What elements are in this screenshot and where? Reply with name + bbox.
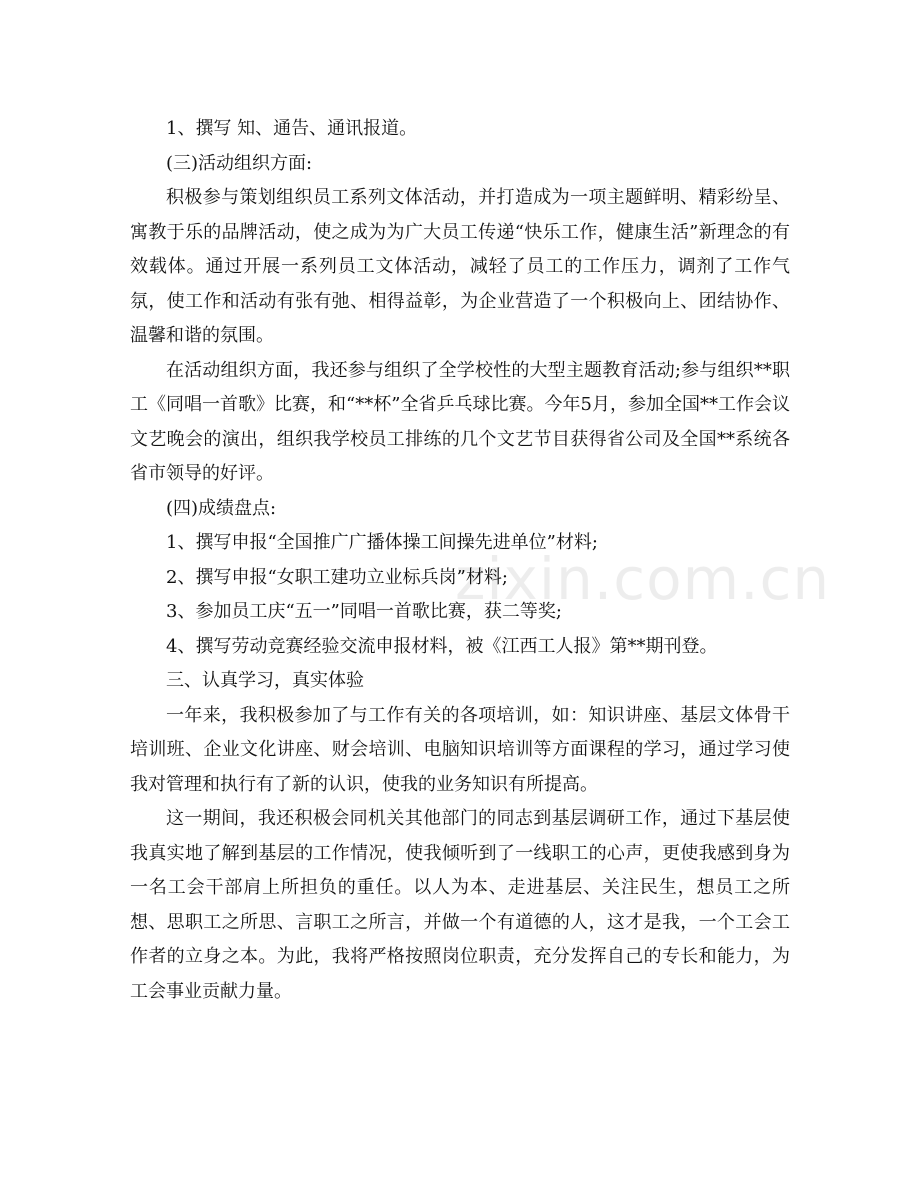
paragraph-1: 1、撰写 知、通告、通讯报道。 (166, 118, 418, 139)
section-heading-activities: (三)活动组织方面: (166, 152, 313, 174)
document-body (130, 112, 790, 1009)
achievement-item-4: 4、撰写劳动竞赛经验交流申报材料，被《江西工人报》第**期刊登。 (166, 635, 718, 657)
paragraph-activities-2: 在活动组织方面，我还参与组织了全学校性的大型主题教育活动;参与组织**职工《同唱一首歌》比赛，和“**杯”全省乒乓球比赛。今年5月，参加全国**工作会议文艺晚会的演出，组织我学校员工排练的几个文艺节目获得省公司及全国**系统各省市领导的好评。 (130, 359, 790, 484)
paragraph-study: 一年来，我积极参加了与工作有关的各项培训，如：知识讲座、基层文体骨干培训班、企业文化讲座、财会培训、电脑知识培训等方面课程的学习，通过学习使我对管理和执行有了新的认识，使我的业务知识有所提高。 (130, 704, 790, 795)
paragraph-research: 这一期间，我还积极会同机关其他部门的同志到基层调研工作，通过下基层使我真实地了解到基层的工作情况，使我倾听到了一线职工的心声，更使我感到身为一名工会干部肩上所担负的重任。以人为本、走进基层、关注民生，想员工之所想、思职工之所思、言职工之所言，并做一个有道德的人，这才是我，一个工会工作者的立身之本。为此，我将严格按照岗位职责，充分发挥自己的专长和能力，为工会事业贡献力量。 (130, 808, 790, 1002)
paragraph-activities: 积极参与策划组织员工系列文体活动，并打造成为一项主题鲜明、精彩纷呈、寓教于乐的品牌活动，使之成为为广大员工传递“快乐工作，健康生活”新理念的有效载体。通过开展一系列员工文体活动，减轻了员工的工作压力，调剂了工作气氛，使工作和活动有张有弛、相得益彰，为企业营造了一个积极向上、团结协作、温馨和谐的氛围。 (130, 187, 790, 346)
section-heading-achievements: (四)成绩盘点: (166, 497, 277, 519)
watermark: zixin.com.cn (455, 545, 831, 613)
achievement-item-1: 1、撰写申报“全国推广广播体操工间操先进单位”材料; (166, 532, 598, 553)
section-heading-study: 三、认真学习，真实体验 (166, 670, 364, 691)
achievement-item-2: 2、撰写申报“女职工建功立业标兵岗”材料; (166, 566, 508, 588)
achievement-item-3: 3、参加员工庆“五一”同唱一首歌比赛，获二等奖; (166, 601, 562, 622)
